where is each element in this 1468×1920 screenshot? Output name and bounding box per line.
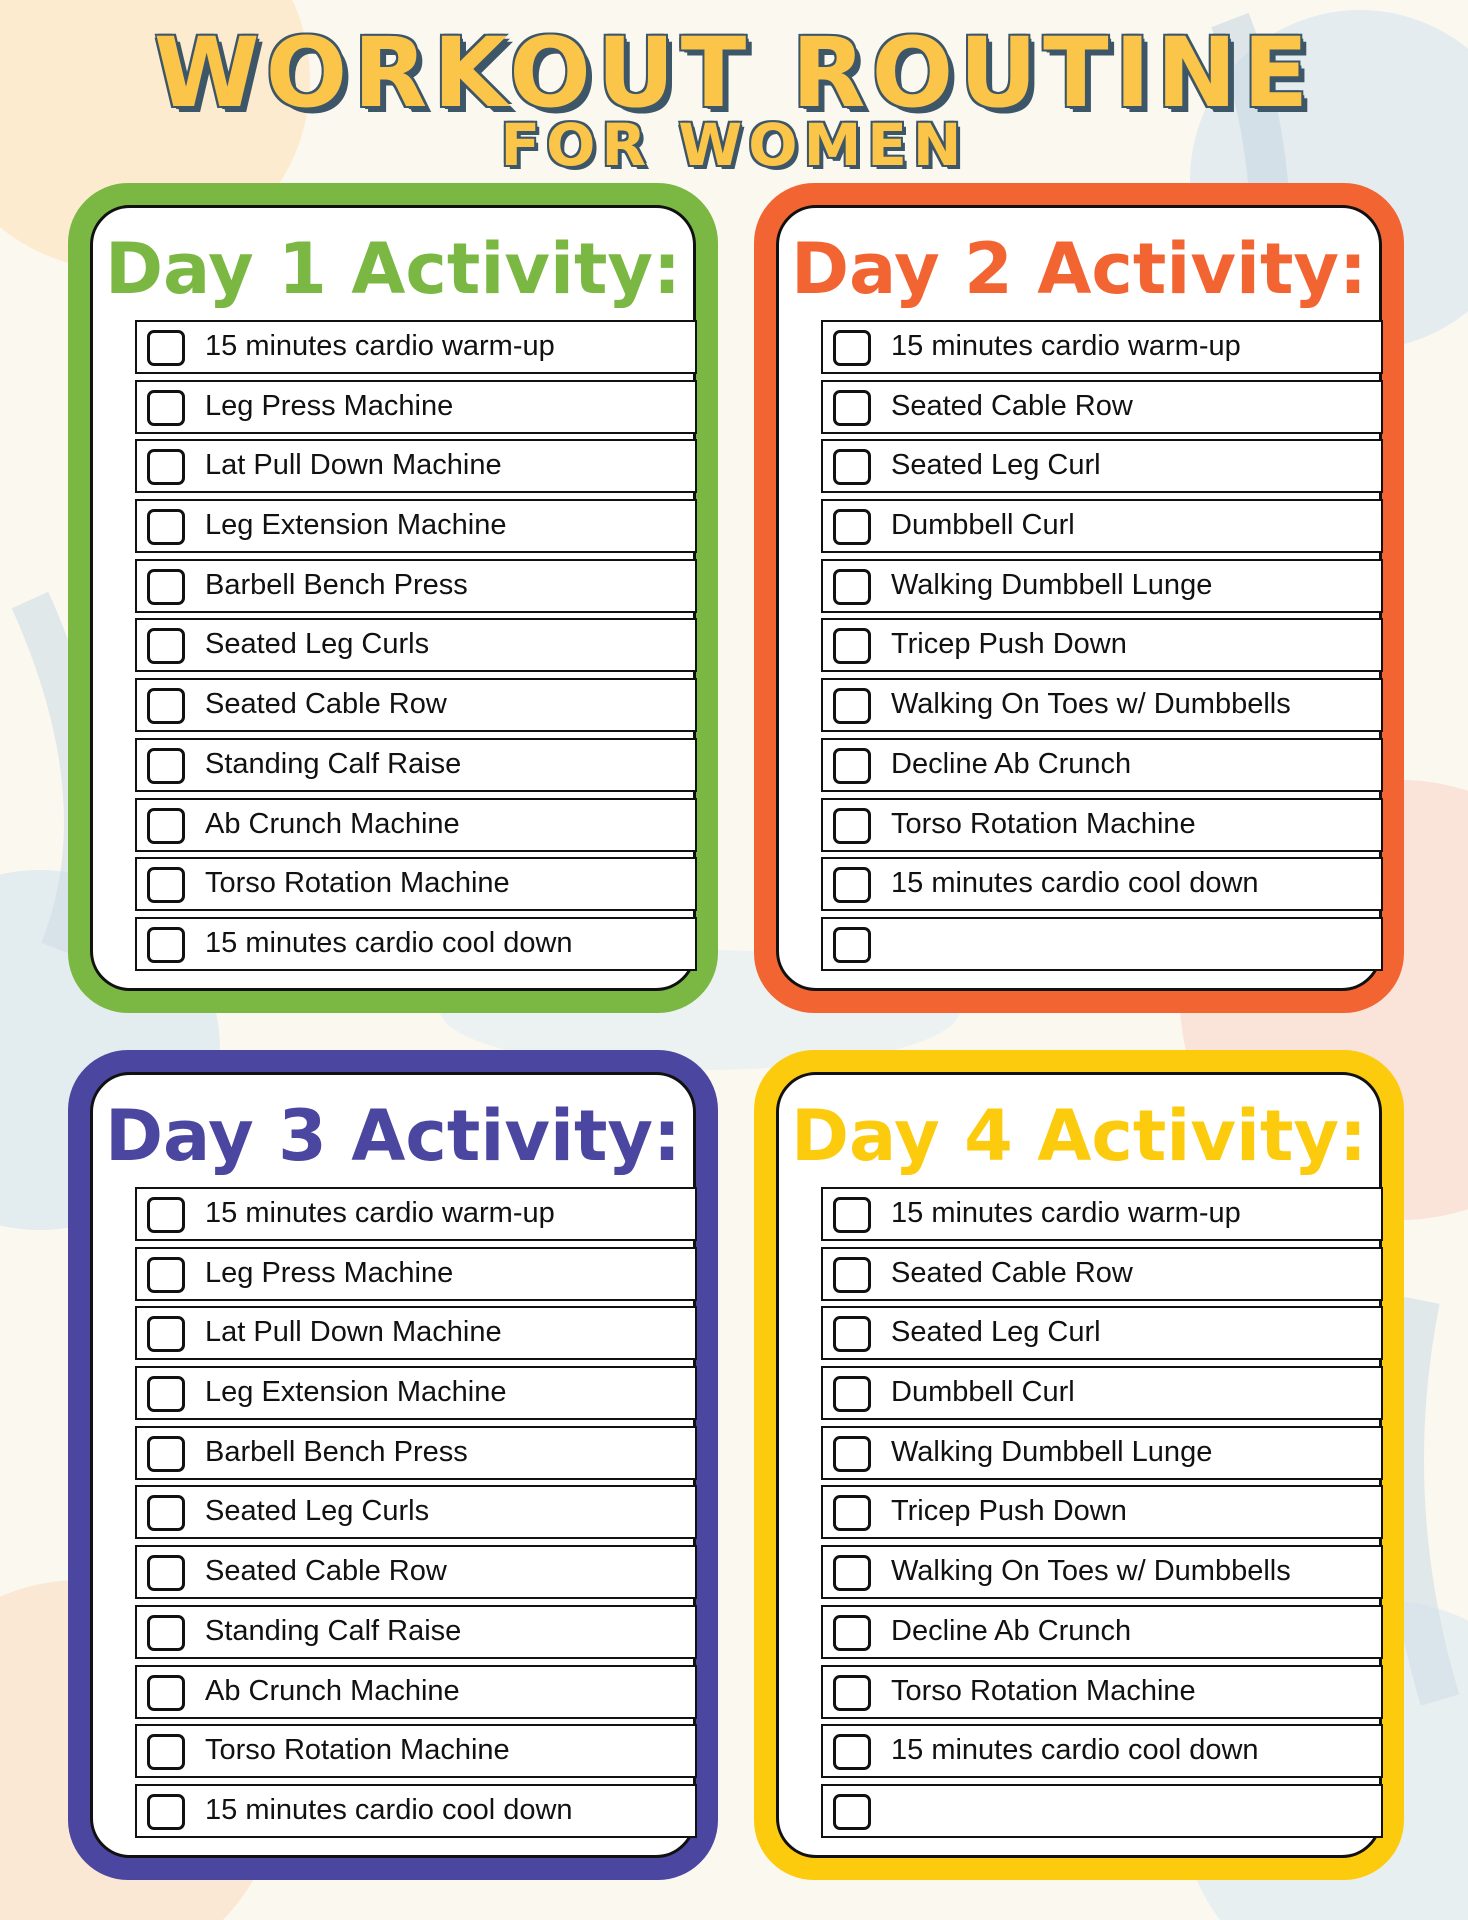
checklist-item-label: Decline Ab Crunch	[891, 1614, 1132, 1647]
checklist-row	[821, 1247, 1383, 1301]
checkbox[interactable]	[833, 1436, 871, 1472]
checklist-item-label: Lat Pull Down Machine	[205, 1316, 502, 1349]
checkbox[interactable]	[833, 509, 871, 545]
page-subtitle: FOR WOMEN	[500, 111, 968, 179]
checklist-row	[821, 798, 1383, 852]
checklist-row	[821, 380, 1383, 434]
checklist-row	[135, 559, 697, 613]
day-2-card	[754, 183, 1404, 1013]
day-3-heading: Day 3 Activity:	[104, 1095, 682, 1177]
checklist-row	[135, 1366, 697, 1420]
checkbox[interactable]	[147, 808, 185, 844]
checkbox[interactable]	[833, 1555, 871, 1591]
checklist-item-label: Leg Press Machine	[205, 1256, 454, 1289]
checklist-item-label: Ab Crunch Machine	[205, 807, 460, 840]
checklist-row	[821, 1426, 1383, 1480]
checklist-item-label: Decline Ab Crunch	[891, 747, 1132, 780]
checkbox[interactable]	[147, 449, 185, 485]
checklist-row	[821, 1485, 1383, 1539]
checklist-row	[135, 618, 697, 672]
checklist-row	[135, 738, 697, 792]
checkbox[interactable]	[833, 1615, 871, 1651]
checkbox[interactable]	[147, 509, 185, 545]
checkbox[interactable]	[833, 1794, 871, 1830]
checklist-item-label: Leg Extension Machine	[205, 1376, 507, 1409]
checklist-item-label: Walking On Toes w/ Dumbbells	[891, 688, 1291, 721]
checkbox[interactable]	[833, 1495, 871, 1531]
checklist-item-label: Tricep Push Down	[891, 1495, 1127, 1528]
checkbox[interactable]	[833, 688, 871, 724]
checklist-row	[821, 1545, 1383, 1599]
day-4-checklist	[821, 1187, 1383, 1844]
checklist-row	[821, 1665, 1383, 1719]
checklist-item-label: Walking Dumbbell Lunge	[891, 568, 1213, 601]
day-2-checklist	[821, 320, 1383, 977]
checklist-row	[135, 1485, 697, 1539]
checklist-row	[821, 1724, 1383, 1778]
checkbox[interactable]	[147, 628, 185, 664]
checkbox[interactable]	[833, 1316, 871, 1352]
checklist-item-label: Torso Rotation Machine	[891, 807, 1196, 840]
checklist-item-label: Barbell Bench Press	[205, 1435, 468, 1468]
checklist-item-label: Seated Cable Row	[205, 688, 447, 721]
checkbox[interactable]	[147, 1257, 185, 1293]
checkbox[interactable]	[147, 330, 185, 366]
checklist-item-label: Lat Pull Down Machine	[205, 449, 502, 482]
checkbox[interactable]	[147, 390, 185, 426]
checklist-row	[821, 1366, 1383, 1420]
checklist-item-label: 15 minutes cardio cool down	[891, 1734, 1259, 1767]
day-4-heading: Day 4 Activity:	[790, 1095, 1368, 1177]
checkbox[interactable]	[147, 1376, 185, 1412]
checklist-row	[821, 917, 1383, 971]
checklist-row	[135, 1306, 697, 1360]
checklist-row	[135, 1545, 697, 1599]
checklist-row	[135, 1247, 697, 1301]
checklist-item-label: Seated Leg Curl	[891, 449, 1101, 482]
checklist-row	[821, 320, 1383, 374]
day-1-checklist	[135, 320, 697, 977]
checkbox[interactable]	[147, 569, 185, 605]
checklist-row	[135, 1665, 697, 1719]
checkbox[interactable]	[147, 1495, 185, 1531]
checkbox[interactable]	[833, 1197, 871, 1233]
checklist-row	[135, 499, 697, 553]
checkbox[interactable]	[833, 927, 871, 963]
checkbox[interactable]	[833, 808, 871, 844]
checkbox[interactable]	[833, 1257, 871, 1293]
checklist-row	[821, 499, 1383, 553]
checkbox[interactable]	[833, 1376, 871, 1412]
checklist-item-label: Dumbbell Curl	[891, 1376, 1075, 1409]
checklist-row	[821, 1187, 1383, 1241]
checkbox[interactable]	[833, 390, 871, 426]
checklist-row	[135, 857, 697, 911]
checklist-item-label: 15 minutes cardio cool down	[891, 867, 1259, 900]
checklist-row	[821, 559, 1383, 613]
checkbox[interactable]	[147, 1555, 185, 1591]
checklist-row	[135, 917, 697, 971]
checklist-item-label: Seated Leg Curls	[205, 628, 430, 661]
checkbox[interactable]	[833, 748, 871, 784]
checklist-item-label: 15 minutes cardio cool down	[205, 926, 573, 959]
checklist-item-label: 15 minutes cardio warm-up	[891, 330, 1241, 362]
checkbox[interactable]	[147, 688, 185, 724]
checklist-item-label: 15 minutes cardio cool down	[205, 1793, 573, 1826]
day-1-heading: Day 1 Activity:	[104, 228, 682, 310]
day-3-checklist	[135, 1187, 697, 1844]
checklist-item-label: Torso Rotation Machine	[891, 1674, 1196, 1707]
checklist-row	[821, 1784, 1383, 1838]
checklist-row	[821, 857, 1383, 911]
checkbox[interactable]	[833, 1675, 871, 1711]
checklist-item-label: Torso Rotation Machine	[205, 867, 510, 900]
day-2-heading: Day 2 Activity:	[790, 228, 1368, 310]
checklist-item-label: Walking On Toes w/ Dumbbells	[891, 1555, 1291, 1588]
checklist-item-label: 15 minutes cardio warm-up	[891, 1197, 1241, 1229]
checklist-item-label: Standing Calf Raise	[205, 747, 462, 780]
checklist-item-label: Seated Cable Row	[891, 389, 1133, 422]
checklist-row	[135, 1605, 697, 1659]
checklist-item-label: Seated Leg Curl	[891, 1316, 1101, 1349]
checkbox[interactable]	[833, 628, 871, 664]
checklist-item-label: Standing Calf Raise	[205, 1614, 462, 1647]
checklist-row	[135, 439, 697, 493]
checklist-row	[135, 798, 697, 852]
checkbox[interactable]	[147, 748, 185, 784]
checkbox[interactable]	[147, 1734, 185, 1770]
page-title: WORKOUT ROUTINE	[153, 17, 1315, 129]
checklist-item-label: Tricep Push Down	[891, 628, 1127, 661]
checklist-row	[821, 678, 1383, 732]
checklist-row	[135, 1187, 697, 1241]
checkbox[interactable]	[833, 1734, 871, 1770]
checklist-row	[135, 1784, 697, 1838]
checklist-row	[821, 439, 1383, 493]
checkbox[interactable]	[147, 1615, 185, 1651]
checklist-row	[135, 1724, 697, 1778]
checkbox[interactable]	[147, 1436, 185, 1472]
checklist-row	[135, 320, 697, 374]
checklist-item-label: Torso Rotation Machine	[205, 1734, 510, 1767]
day-4-panel	[776, 1072, 1382, 1858]
checklist-row	[135, 1426, 697, 1480]
day-1-card	[68, 183, 718, 1013]
checklist-row	[821, 738, 1383, 792]
checkbox[interactable]	[147, 1316, 185, 1352]
day-4-card	[754, 1050, 1404, 1880]
checkbox[interactable]	[147, 1197, 185, 1233]
checklist-row	[821, 1306, 1383, 1360]
checklist-item-label: 15 minutes cardio warm-up	[205, 1197, 555, 1229]
checklist-item-label: 15 minutes cardio warm-up	[205, 330, 555, 362]
day-2-panel	[776, 205, 1382, 991]
checkbox[interactable]	[833, 569, 871, 605]
checkbox[interactable]	[147, 867, 185, 903]
checkbox[interactable]	[147, 927, 185, 963]
checkbox[interactable]	[147, 1794, 185, 1830]
checklist-row	[821, 618, 1383, 672]
checkbox[interactable]	[147, 1675, 185, 1711]
checklist-item-label: Dumbbell Curl	[891, 509, 1075, 542]
checklist-item-label: Seated Leg Curls	[205, 1495, 430, 1528]
checklist-row	[135, 380, 697, 434]
checklist-item-label: Seated Cable Row	[891, 1256, 1133, 1289]
checklist-item-label: Leg Extension Machine	[205, 509, 507, 542]
checklist-row	[821, 1605, 1383, 1659]
checklist-item-label: Leg Press Machine	[205, 389, 454, 422]
checklist-item-label: Walking Dumbbell Lunge	[891, 1435, 1213, 1468]
day-3-panel	[90, 1072, 696, 1858]
checkbox[interactable]	[833, 449, 871, 485]
checkbox[interactable]	[833, 330, 871, 366]
day-3-card	[68, 1050, 718, 1880]
checkbox[interactable]	[833, 867, 871, 903]
checklist-item-label: Barbell Bench Press	[205, 568, 468, 601]
checklist-item-label: Seated Cable Row	[205, 1555, 447, 1588]
checklist-item-label: Ab Crunch Machine	[205, 1674, 460, 1707]
day-1-panel	[90, 205, 696, 991]
checklist-row	[135, 678, 697, 732]
